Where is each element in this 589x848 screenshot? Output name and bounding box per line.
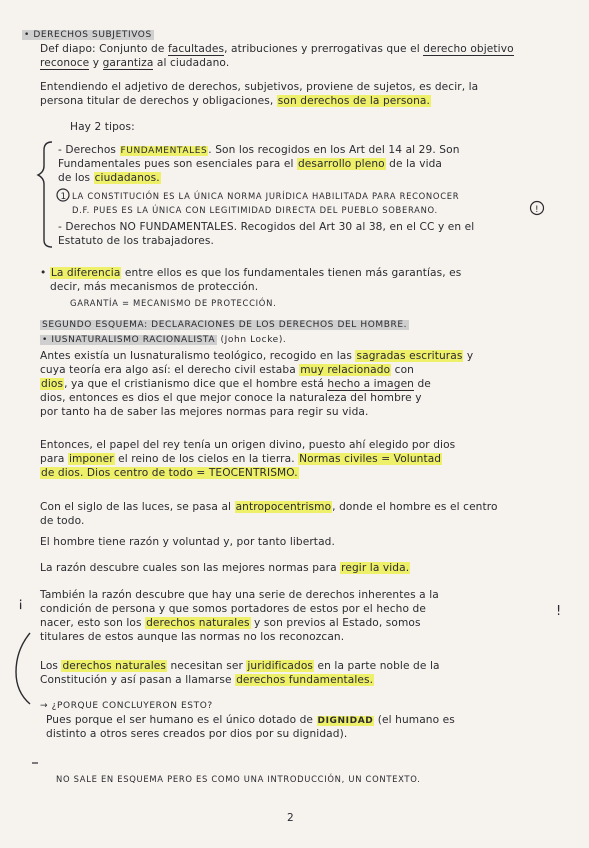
note-text: Constitución y así pasan a llamarse [40,674,236,686]
note-text: hecho a imagen [327,378,414,390]
note-line [40,700,213,713]
note-text: , donde el hombre es el centro [332,501,498,513]
note-line [40,674,374,687]
note-text: derecho objetivo [423,43,514,55]
note-line [40,603,426,616]
note-text: D.F. PUES ES LA ÚNICA CON LEGITIMIDAD DIRECTA DEL PUEBLO SOBERANO. [72,205,438,215]
note-line [40,631,344,644]
note-text: muy relacionado [300,364,391,376]
note-text: regir la vida. [341,562,410,574]
note-text: facultades [167,43,225,55]
note-text: - Derechos [58,144,120,156]
note-text: Antes existía un Iusnaturalismo teológico, recogido en las [40,350,356,362]
note-line [70,121,135,134]
note-text: juridificados [247,660,314,672]
note-text: - Derechos NO FUNDAMENTALES. Recogidos del Art 30 al 38, en el CC y en el [58,221,475,233]
note-text: para [40,453,68,465]
note-text: Normas civiles = Voluntad [299,453,442,465]
note-line [40,267,461,280]
note-line [58,158,442,171]
note-text: FUNDAMENTALES [120,146,208,156]
note-line [40,334,286,347]
svg-text:1: 1 [60,192,67,202]
note-text: al ciudadano. [153,57,230,69]
note-text: condición de persona y que somos portadores de estos por el hecho de [40,603,426,615]
note-line [40,350,473,363]
note-line [40,589,439,602]
note-text: persona titular de derechos y obligaciones, [40,95,277,107]
note-text: DIGNIDAD [317,716,374,726]
note-line [40,453,442,466]
note-line [40,57,229,70]
note-line [46,714,455,728]
note-text: reconoce [40,57,90,69]
note-line [40,43,514,56]
note-line [40,378,431,391]
note-text: → ¿PORQUE CONCLUYERON ESTO? [40,701,213,711]
note-text: ciudadanos. [94,172,160,184]
note-line [40,95,431,108]
note-line [50,281,258,294]
note-text: imponer [68,453,114,465]
note-text: de los [58,172,94,184]
note-line [72,190,459,203]
note-line [46,728,347,741]
note-text: GARANTÍA = MECANISMO DE PROTECCIÓN. [70,298,277,308]
note-text: . Son los recogidos en los Art del 14 al 29. Son [208,144,460,156]
note-text: antropocentrismo [235,501,332,513]
note-text: entre ellos es que los fundamentales tienen más garantías, es [121,267,462,279]
note-text: y son previos al Estado, somos [250,617,421,629]
note-text: • [40,267,50,279]
note-line [58,235,214,248]
note-line [70,297,276,310]
note-text: dios [41,378,64,390]
note-text: (John Locke). [217,335,287,345]
note-line [40,364,414,377]
note-text: distinto a otros seres creados por dios por su dignidad). [46,728,348,740]
note-text: Pues porque el ser humano es el único dotado de [46,714,317,726]
note-text: Entendiendo el adjetivo de derechos, subjetivos, proviene de sujetos, es decir, la [40,81,479,93]
note-text: titulares de estos aunque las normas no los reconozcan. [40,631,345,643]
note-text: LA CONSTITUCIÓN ES LA ÚNICA NORMA JURÍDICA HABILITADA PARA RECONOCER [72,191,460,201]
note-text: el reino de los cielos en la tierra. [114,453,299,465]
note-text: en la parte noble de la [314,660,440,672]
note-line [58,172,161,185]
margin-mark: ! [556,604,562,619]
svg-text:!: ! [535,205,539,215]
note-text: de dios. Dios centro de todo = TEOCENTRISMO. [41,467,298,479]
note-line [40,81,478,94]
note-text: El hombre tiene razón y voluntad y, por tanto libertad. [40,536,335,548]
note-text: También la razón descubre que hay una serie de derechos inherentes a la [40,589,439,601]
note-text: SEGUNDO ESQUEMA: DECLARACIONES DE LOS DERECHOS DEL HOMBRE. [42,320,408,330]
note-text: derechos naturales [146,617,250,629]
note-text: derechos naturales [62,660,166,672]
note-text: Los [40,660,62,672]
note-line [72,204,438,217]
note-line [40,501,498,514]
note-text: de [414,378,431,390]
note-line [58,221,474,234]
note-line [40,439,455,452]
note-text: Def diapo: Conjunto de [40,43,168,55]
note-text: 2 [287,812,294,824]
note-line [40,536,335,549]
note-text: • IUSNATURALISMO RACIONALISTA [42,335,216,345]
note-text: decir, más mecanismos de protección. [50,281,259,293]
note-text: , atribuciones y prerrogativas que el [224,43,424,55]
note-line [22,29,154,42]
note-text: Con el siglo de las luces, se pasa al [40,501,235,513]
note-text: Fundamentales pues son esenciales para el [58,158,297,170]
note-text: Estatuto de los trabajadores. [58,235,214,247]
note-line [40,660,440,673]
note-text: NO SALE EN ESQUEMA PERO ES COMO UNA INTRODUCCIÓN, UN CONTEXTO. [56,774,421,784]
note-line [40,617,421,630]
note-line [40,562,410,575]
note-text: (el humano es [374,714,455,726]
note-line [40,406,368,419]
note-text: Entonces, el papel del rey tenía un origen divino, puesto ahí elegido por dios [40,439,456,451]
note-text: necesitan ser [166,660,247,672]
note-text: por tanto ha de saber las mejores normas para regir su vida. [40,406,369,418]
note-line [58,144,460,158]
note-text: y [89,57,103,69]
note-text: La diferencia [50,267,121,279]
note-text: sagradas escrituras [356,350,463,362]
note-text: son derechos de la persona. [277,95,430,107]
note-text: de todo. [40,515,85,527]
note-text: cuya teoría era algo así: el derecho civil estaba [40,364,300,376]
note-text: garantiza [102,57,154,69]
note-line [287,812,294,825]
note-line [56,773,421,786]
note-line [40,392,422,405]
note-text: La razón descubre cuales son las mejores normas para [40,562,341,574]
note-text: • DERECHOS SUBJETIVOS [24,30,152,40]
note-text: con [391,364,414,376]
note-text: y [463,350,474,362]
note-text: nacer, esto son los [40,617,146,629]
note-line [40,319,409,332]
note-text: desarrollo pleno [297,158,385,170]
margin-mark: ¡ [18,596,24,611]
note-line [40,515,84,528]
note-text: de la vida [385,158,443,170]
note-text: Hay 2 tipos: [70,121,135,133]
note-line [40,467,299,480]
note-text: , ya que el cristianismo dice que el hombre está [64,378,328,390]
note-text: dios, entonces es dios el que mejor conoce la naturaleza del hombre y [40,392,422,404]
note-text: derechos fundamentales. [236,674,374,686]
